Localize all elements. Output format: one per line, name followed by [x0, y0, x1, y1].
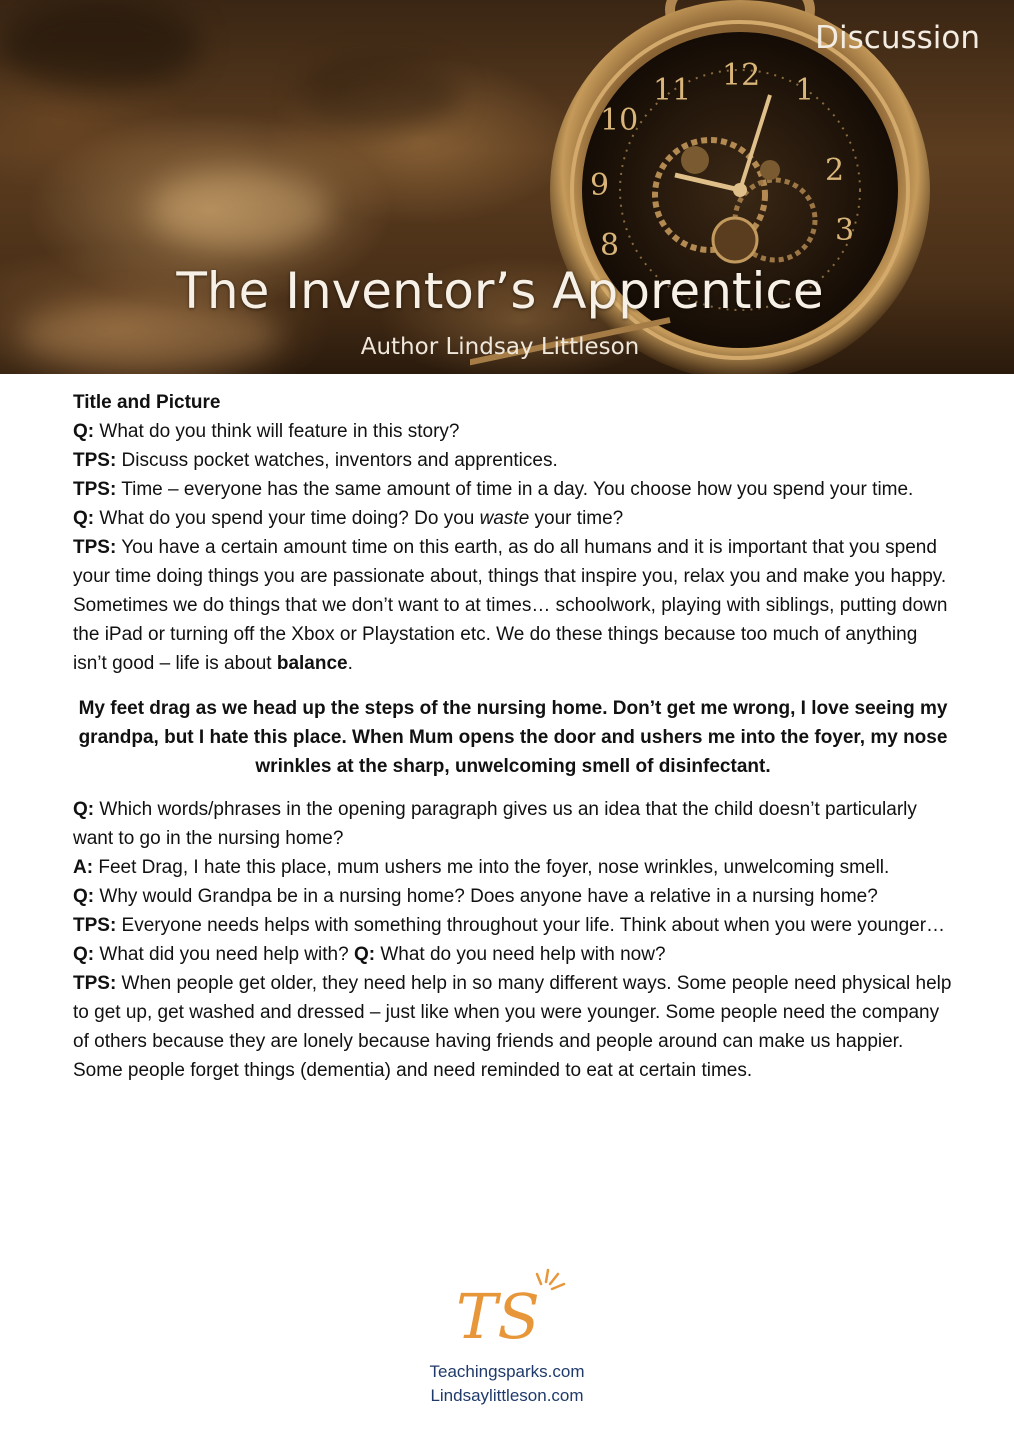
logo-text: TS	[456, 1280, 540, 1353]
tps-label: TPS:	[73, 479, 117, 500]
tps-paragraph: TPS: You have a certain amount time on this earth, as do all humans and it is important that you spend your time doing things you are passionate about, things that inspire you, relax you and make you happy. Sometimes we do things that we don’t want to at times… schoolwork, playing with siblings, putting down the iPad or turning off the Xbox or Playstation etc. We do these things because too much of anything isn’t good – life is about balance.	[73, 537, 948, 674]
story-excerpt: My feet drag as we head up the steps of the nursing home. Don’t get me wrong, I love seeing my grandpa, but I hate this place. When Mum opens the door and ushers me into the foyer, my nose wrinkles at the sharp, unwelcoming smell of disinfectant.	[78, 698, 948, 777]
tps-paragraph: TPS: When people get older, they need help in so many different ways. Some people need physical help to get up, get washed and dressed – just like when you were younger. Some people need the company of others because they are lonely because having friends and people around can make us happier. Some people forget things (dementia) and need reminded to eat at certain times.	[73, 973, 952, 1081]
watch-numeral: 11	[653, 73, 692, 108]
header-banner	[0, 0, 1014, 374]
watch-numeral: 3	[835, 213, 855, 248]
tps-label: TPS:	[73, 973, 117, 994]
watch-numeral: 2	[825, 153, 845, 188]
section-heading: Title and Picture	[73, 392, 221, 413]
watch-numeral: 10	[600, 103, 639, 138]
author-line: Author Lindsay Littleson	[360, 334, 640, 360]
banner-texture	[300, 60, 460, 130]
question-paragraph: Q: What do you think will feature in this story?	[73, 421, 460, 442]
tps-label: TPS:	[73, 915, 117, 936]
teachingsparks-logo	[448, 1268, 568, 1360]
footer-link-teachingsparks[interactable]: Teachingsparks.com	[429, 1362, 585, 1381]
spark-icon	[537, 1270, 564, 1289]
question-paragraph: Q: Why would Grandpa be in a nursing home? Does anyone have a relative in a nursing home?	[73, 886, 878, 907]
banner-texture	[150, 170, 330, 250]
tps-paragraph: TPS: Discuss pocket watches, inventors and apprentices.	[73, 450, 558, 471]
tps-paragraph: TPS: Time – everyone has the same amount of time in a day. You choose how you spend your time.	[73, 479, 914, 500]
watch-numeral: 8	[600, 228, 620, 263]
q-label: Q:	[73, 799, 95, 820]
q-label: Q:	[73, 886, 95, 907]
watch-numeral: 1	[795, 73, 815, 108]
section-label: Discussion	[815, 20, 980, 56]
a-label: A:	[73, 857, 94, 878]
answer-paragraph: A: Feet Drag, I hate this place, mum ushers me into the foyer, nose wrinkles, unwelcoming smell.	[73, 857, 890, 878]
tps-label: TPS:	[73, 450, 117, 471]
watch-numeral: 12	[722, 58, 761, 93]
tps-paragraph: TPS: Everyone needs helps with something throughout your life. Think about when you were younger… Q: What did you need help with? Q: What do you need help with now?	[73, 915, 946, 965]
watch-numeral: 9	[590, 168, 610, 203]
discussion-content	[73, 388, 953, 1085]
q-label: Q:	[73, 508, 95, 529]
footer-link-lindsaylittleson[interactable]: Lindsaylittleson.com	[430, 1386, 584, 1405]
tps-label: TPS:	[73, 537, 117, 558]
banner-texture	[0, 0, 200, 90]
question-paragraph: Q: What do you spend your time doing? Do you waste your time?	[73, 508, 624, 529]
question-paragraph: Q: Which words/phrases in the opening paragraph gives us an idea that the child doesn’t particularly want to go in the nursing home?	[73, 799, 917, 849]
page-title: The Inventor’s Apprentice	[176, 262, 824, 320]
q-label: Q:	[73, 421, 95, 442]
